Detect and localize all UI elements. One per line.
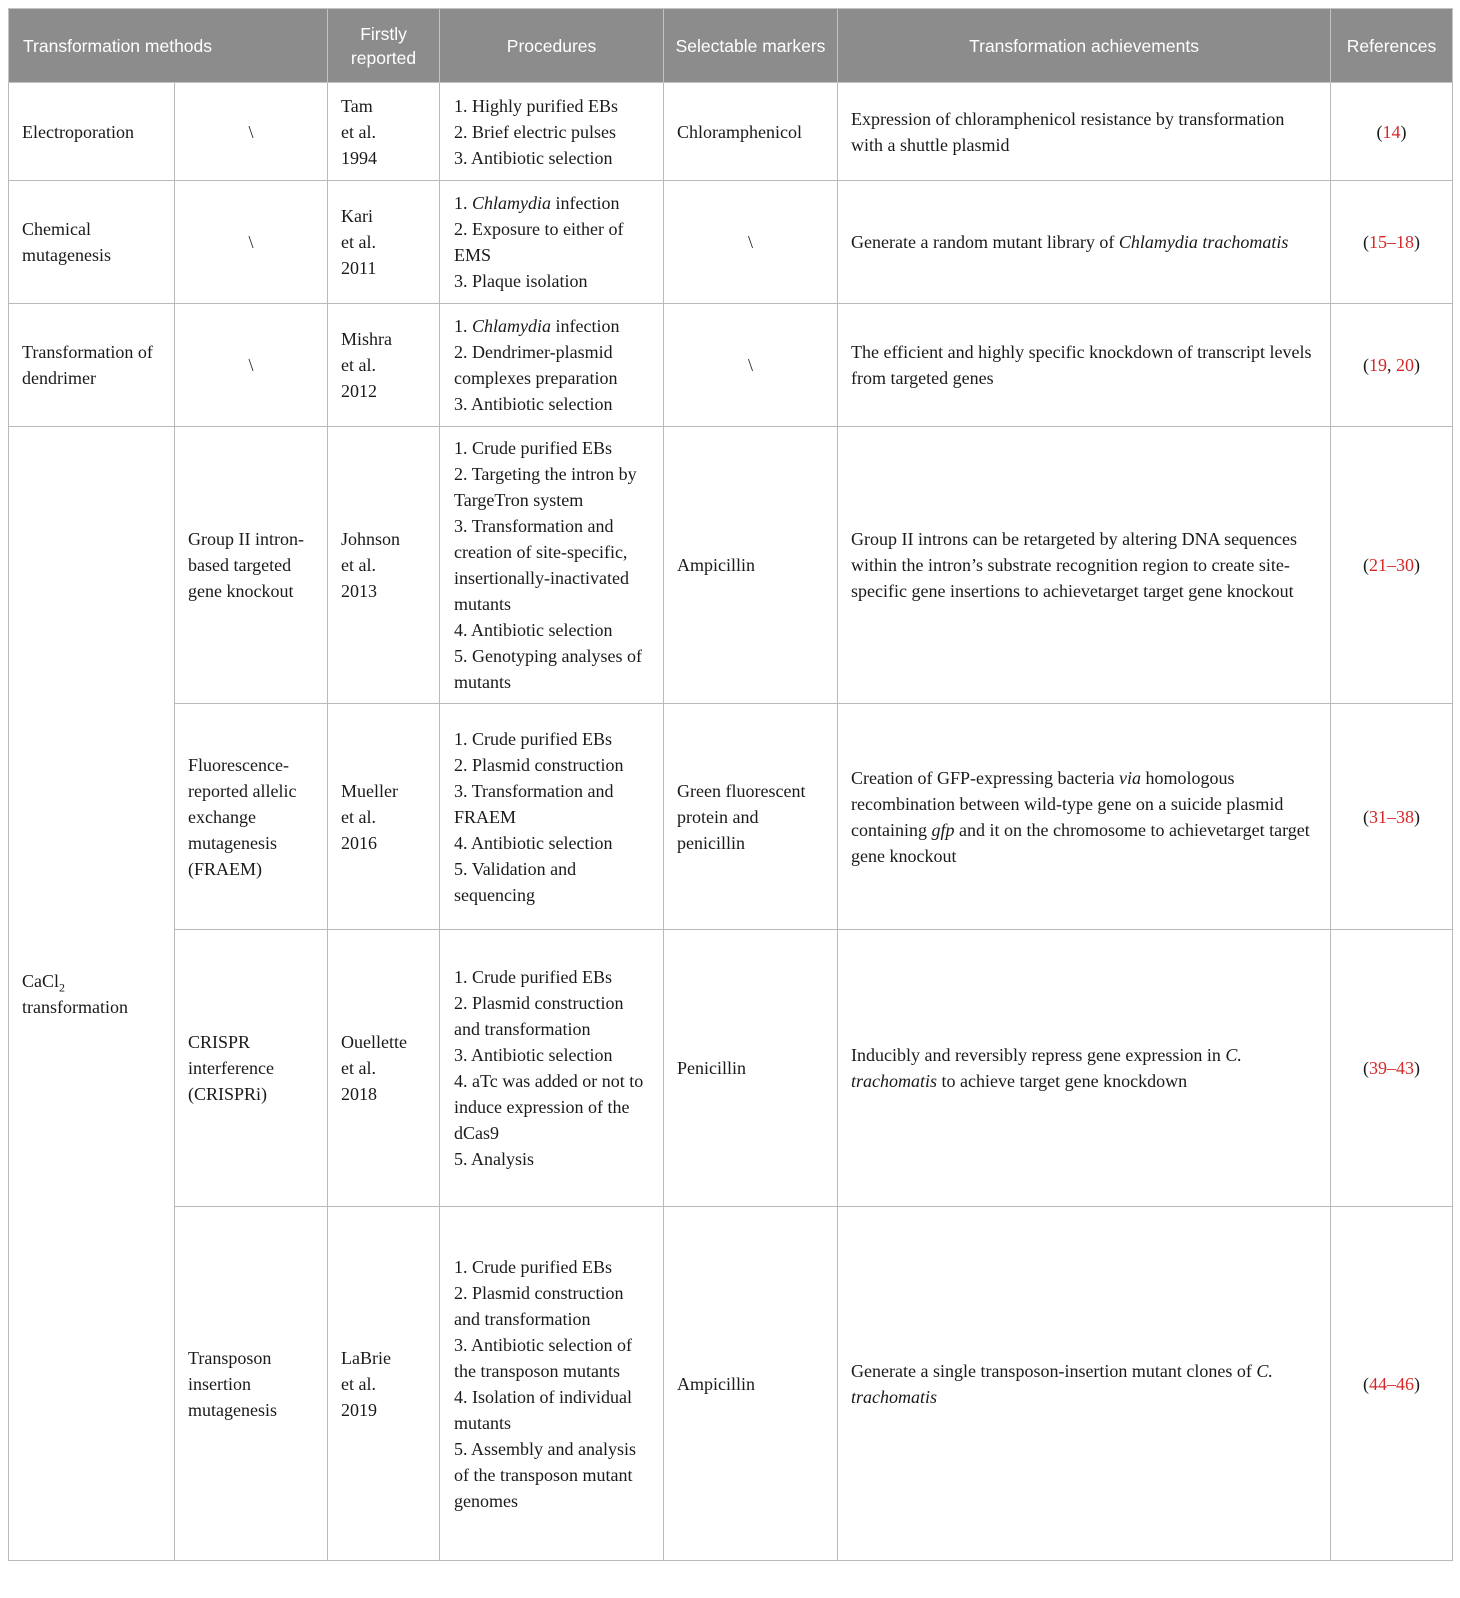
reported-cell: Mueller et al. 2016 — [328, 704, 440, 930]
submethod-cell: CRISPR interference (CRISPRi) — [175, 930, 328, 1207]
table-row — [9, 1207, 1453, 1561]
data-table — [8, 8, 1453, 1561]
header-achievements: Transformation achievements — [838, 9, 1331, 83]
reference-link[interactable]: 14 — [1382, 121, 1401, 142]
reference-link[interactable]: 20 — [1396, 355, 1415, 375]
achievement-cell: Generate a single transposon-insertion mutant clones of C. trachomatis — [838, 1207, 1331, 1561]
achievement-cell: Expression of chloramphenicol resistance by transformation with a shuttle plasmid — [838, 83, 1331, 181]
reference-link[interactable]: 21–30 — [1369, 555, 1415, 575]
references-cell: (44–46) — [1331, 1207, 1453, 1561]
procedures-cell: 1. Crude purified EBs 2. Plasmid construction and transformation 3. Antibiotic selection of the transposon mutants 4. Isolation of individual mutants 5. Assembly and analysis of the transposon mutant genomes — [440, 1207, 664, 1561]
marker-cell: \ — [664, 181, 838, 304]
reference-link[interactable]: 31–38 — [1369, 806, 1415, 827]
procedures-cell: 1. Chlamydia infection 2. Dendrimer-plasmid complexes preparation 3. Antibiotic selection — [440, 304, 664, 427]
submethod-cell: \ — [175, 181, 328, 304]
submethod-cell: Transposon insertion mutagenesis — [175, 1207, 328, 1561]
method-cell: Electroporation — [9, 83, 175, 181]
table-row — [9, 427, 1453, 704]
reference-link[interactable]: 39–43 — [1369, 1058, 1415, 1078]
references-cell: (19, 20) — [1331, 304, 1453, 427]
references-cell: (21–30) — [1331, 427, 1453, 704]
marker-cell: Ampicillin — [664, 427, 838, 704]
method-cell: Chemical mutagenesis — [9, 181, 175, 304]
reported-cell: Ouellette et al. 2018 — [328, 930, 440, 1207]
marker-cell: Green fluorescent protein and penicillin — [664, 704, 838, 930]
reference-link[interactable]: 19 — [1369, 355, 1388, 375]
procedures-cell: 1. Crude purified EBs 2. Plasmid construction and transformation 3. Antibiotic selection 4. aTc was added or not to induce expression of the dCas9 5. Analysis — [440, 930, 664, 1207]
header-firstly-reported: Firstly reported — [328, 9, 440, 83]
submethod-cell: \ — [175, 304, 328, 427]
reference-link[interactable]: 44–46 — [1369, 1373, 1415, 1394]
table-row — [9, 304, 1453, 427]
reported-cell: Kari et al. 2011 — [328, 181, 440, 304]
table-row — [9, 704, 1453, 930]
submethod-cell: Group II intron-based targeted gene knockout — [175, 427, 328, 704]
reported-cell: Tam et al. 1994 — [328, 83, 440, 181]
reported-cell: LaBrie et al. 2019 — [328, 1207, 440, 1561]
marker-cell: Penicillin — [664, 930, 838, 1207]
submethod-cell: \ — [175, 83, 328, 181]
header-selectable-markers: Selectable markers — [664, 9, 838, 83]
header-row — [9, 9, 1453, 83]
procedures-cell: 1. Crude purified EBs 2. Plasmid construction 3. Transformation and FRAEM 4. Antibiotic selection 5. Validation and sequencing — [440, 704, 664, 930]
procedures-cell: 1. Crude purified EBs 2. Targeting the intron by TargeTron system 3. Transformation and creation of site-specific, insertionally-inactivated mutants 4. Antibiotic selection 5. Genotyping analyses of mutants — [440, 427, 664, 704]
marker-cell: \ — [664, 304, 838, 427]
achievement-cell: Inducibly and reversibly repress gene expression in C. trachomatis to achieve target gene knockdown — [838, 930, 1331, 1207]
table-row — [9, 181, 1453, 304]
marker-cell: Ampicillin — [664, 1207, 838, 1561]
header-references: References — [1331, 9, 1453, 83]
references-cell: (31–38) — [1331, 704, 1453, 930]
references-cell: (14) — [1331, 83, 1453, 181]
achievement-cell: Creation of GFP-expressing bacteria via homologous recombination between wild-type gene on a suicide plasmid containing gfp and it on the chromosome to achievetarget target gene knockout — [838, 704, 1331, 930]
submethod-cell: Fluorescence-reported allelic exchange mutagenesis (FRAEM) — [175, 704, 328, 930]
reference-link[interactable]: 15–18 — [1369, 232, 1415, 252]
method-cell: Transformation of dendrimer — [9, 304, 175, 427]
reported-cell: Mishra et al. 2012 — [328, 304, 440, 427]
achievement-cell: Group II introns can be retargeted by altering DNA sequences within the intron’s substrate recognition region to create site-specific gene insertions to achievetarget target gene knockout — [838, 427, 1331, 704]
marker-cell: Chloramphenicol — [664, 83, 838, 181]
achievement-cell: The efficient and highly specific knockdown of transcript levels from targeted genes — [838, 304, 1331, 427]
references-cell: (15–18) — [1331, 181, 1453, 304]
achievement-cell: Generate a random mutant library of Chlamydia trachomatis — [838, 181, 1331, 304]
header-methods: Transformation methods — [9, 9, 328, 83]
procedures-cell: 1. Chlamydia infection 2. Exposure to either of EMS 3. Plaque isolation — [440, 181, 664, 304]
header-procedures: Procedures — [440, 9, 664, 83]
table-row — [9, 930, 1453, 1207]
method-cell: CaCl$_2$ transformation — [9, 427, 175, 1561]
table-row — [9, 83, 1453, 181]
references-cell: (39–43) — [1331, 930, 1453, 1207]
reported-cell: Johnson et al. 2013 — [328, 427, 440, 704]
procedures-cell: 1. Highly purified EBs 2. Brief electric pulses 3. Antibiotic selection — [440, 83, 664, 181]
